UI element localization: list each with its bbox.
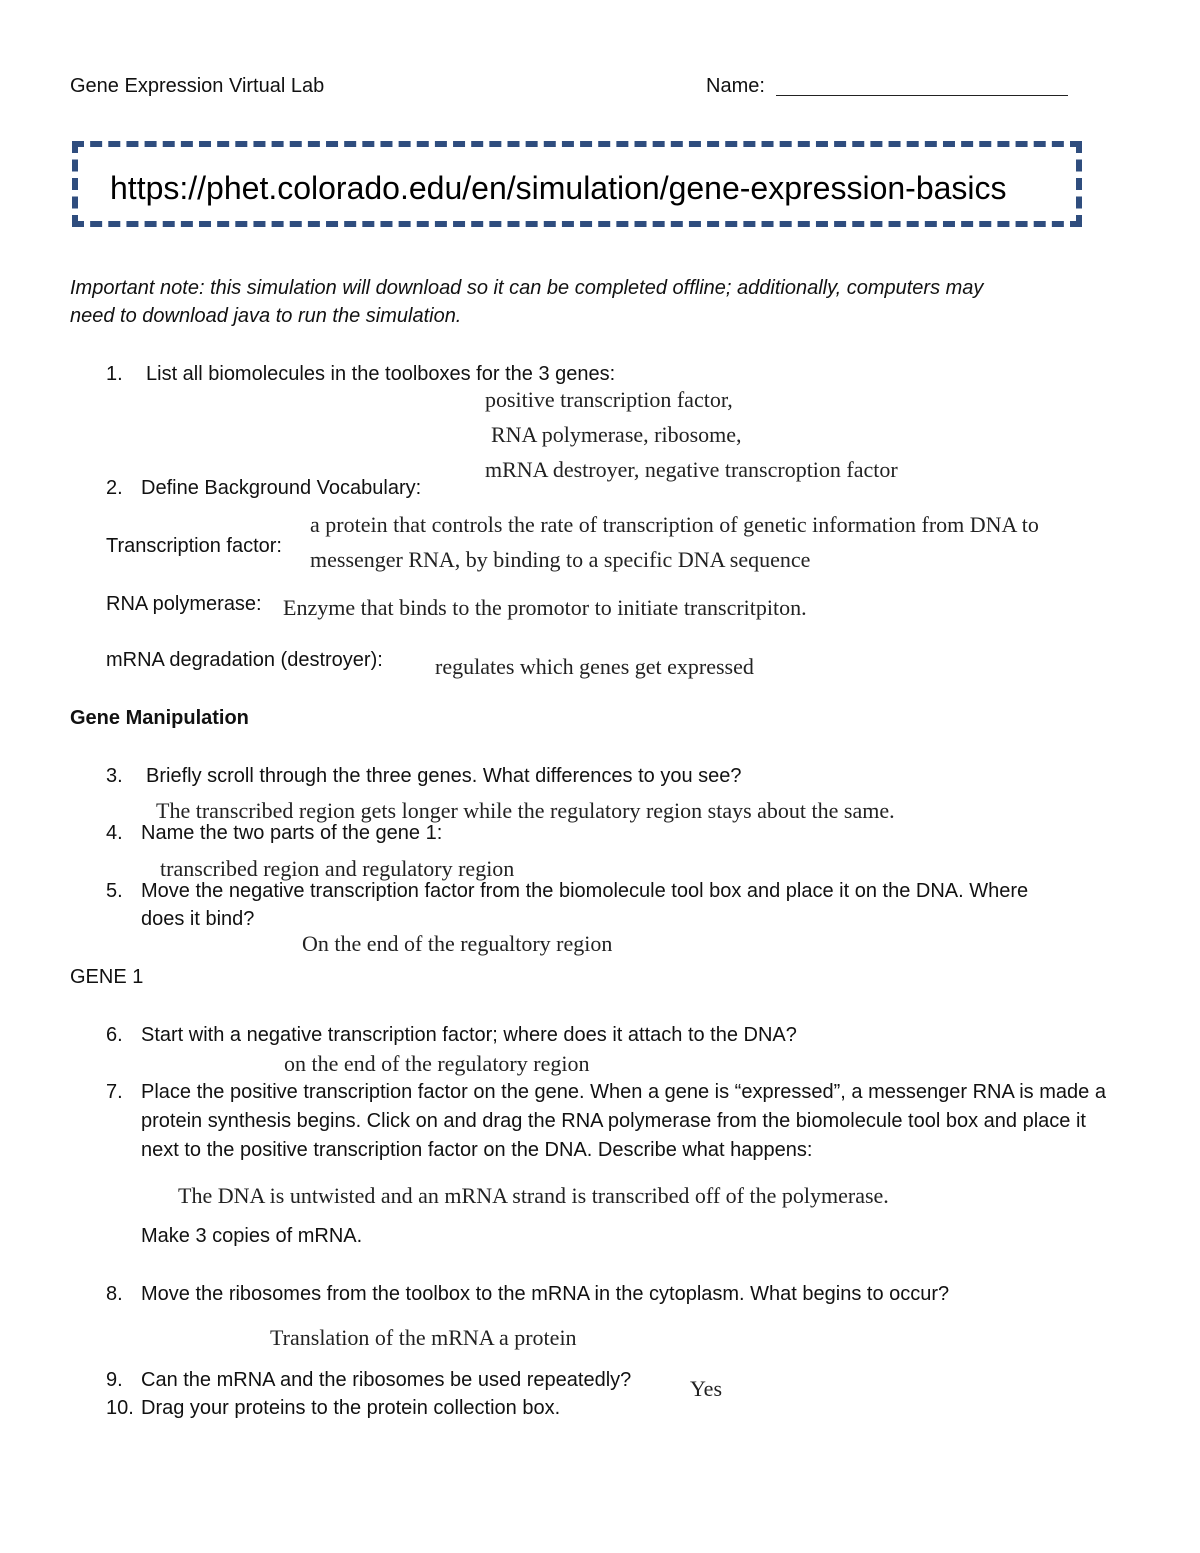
q7-question-line2: protein synthesis begins. Click on and drag the RNA polymerase from the biomolecule tool box and place it <box>141 1110 1086 1132</box>
mrna-degradation-label: mRNA degradation (destroyer): <box>106 649 383 671</box>
q7-number: 7. <box>106 1081 123 1103</box>
q1-answer-line2: RNA polymerase, ribosome, <box>491 422 742 447</box>
q2-question: Define Background Vocabulary: <box>141 477 422 499</box>
q1-answer-line1: positive transcription factor, <box>485 387 733 412</box>
q9-number: 9. <box>106 1369 123 1391</box>
transcription-factor-answer-line2: messenger RNA, by binding to a specific DNA sequence <box>310 547 811 572</box>
important-note-line1: Important note: this simulation will download so it can be completed offline; additionally, computers may <box>70 277 984 299</box>
simulation-url[interactable]: https://phet.colorado.edu/en/simulation/gene-expression-basics <box>110 170 1007 206</box>
q8-question: Move the ribosomes from the toolbox to the mRNA in the cytoplasm. What begins to occur? <box>141 1283 950 1305</box>
q8-number: 8. <box>106 1283 123 1305</box>
q1-answer-line3: mRNA destroyer, negative transcroption factor <box>485 457 898 482</box>
q6-answer: on the end of the regulatory region <box>284 1051 590 1076</box>
q1-number: 1. <box>106 363 123 385</box>
q4-question: Name the two parts of the gene 1: <box>141 822 443 844</box>
q5-question-line1: Move the negative transcription factor from the biomolecule tool box and place it on the DNA. Where <box>141 880 1029 902</box>
important-note-line2: need to download java to run the simulation. <box>70 305 462 327</box>
q7-answer: The DNA is untwisted and an mRNA strand is transcribed off of the polymerase. <box>178 1183 889 1208</box>
q4-number: 4. <box>106 822 123 844</box>
q7-question-line1: Place the positive transcription factor on the gene. When a gene is “expressed”, a messenger RNA is made a <box>141 1081 1106 1103</box>
q8-answer: Translation of the mRNA a protein <box>270 1325 577 1350</box>
document-title: Gene Expression Virtual Lab <box>70 75 325 97</box>
q9-answer: Yes <box>690 1376 723 1401</box>
q7-question-line3: next to the positive transcription factor on the DNA. Describe what happens: <box>141 1139 813 1161</box>
q6-question: Start with a negative transcription factor; where does it attach to the DNA? <box>141 1024 797 1046</box>
q5-answer: On the end of the regualtory region <box>302 931 613 956</box>
q5-question-line2: does it bind? <box>141 908 255 930</box>
section-gene-manipulation: Gene Manipulation <box>70 707 249 729</box>
q3-question: Briefly scroll through the three genes. What differences to you see? <box>146 765 742 787</box>
q5-number: 5. <box>106 880 123 902</box>
q3-answer: The transcribed region gets longer while the regulatory region stays about the same. <box>156 798 895 823</box>
q9-question: Can the mRNA and the ribosomes be used repeatedly? <box>141 1369 632 1391</box>
q3-number: 3. <box>106 765 123 787</box>
mrna-degradation-answer: regulates which genes get expressed <box>435 654 754 679</box>
transcription-factor-label: Transcription factor: <box>106 535 282 557</box>
q2-number: 2. <box>106 477 123 499</box>
q10-question: Drag your proteins to the protein collection box. <box>141 1397 561 1419</box>
section-gene-1: GENE 1 <box>70 966 144 988</box>
q7-instruction-copies: Make 3 copies of mRNA. <box>141 1225 363 1247</box>
rna-polymerase-label: RNA polymerase: <box>106 593 262 615</box>
transcription-factor-answer-line1: a protein that controls the rate of transcription of genetic information from DNA to <box>310 512 1039 537</box>
rna-polymerase-answer: Enzyme that binds to the promotor to initiate transcritpiton. <box>283 595 807 620</box>
name-blank-line <box>776 95 1068 96</box>
q4-answer: transcribed region and regulatory region <box>160 856 515 881</box>
q1-question: List all biomolecules in the toolboxes for the 3 genes: <box>146 363 616 385</box>
q6-number: 6. <box>106 1024 123 1046</box>
q10-number: 10. <box>106 1397 134 1419</box>
name-label: Name: <box>706 75 765 97</box>
